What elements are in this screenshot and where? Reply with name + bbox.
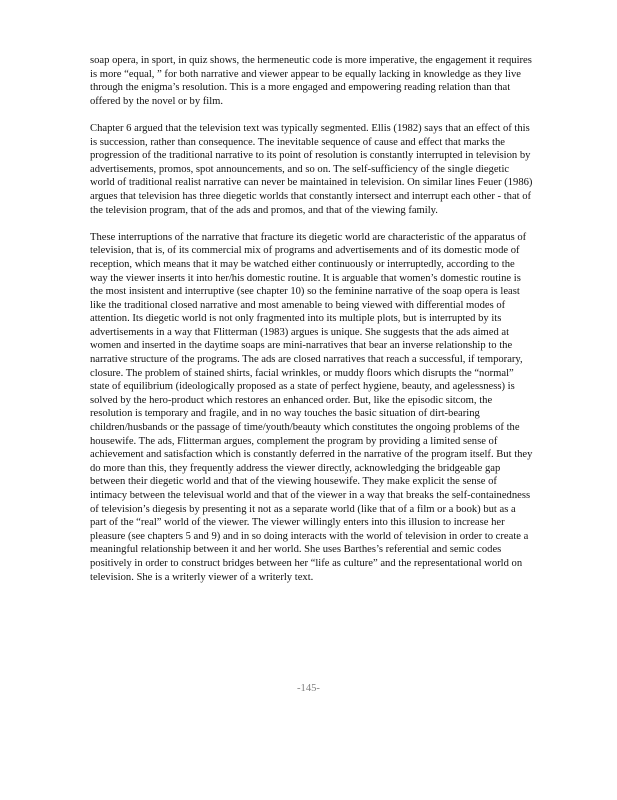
paragraph-3: These interruptions of the narrative that fracture its diegetic world are characteristic of the apparatus of television, that is, of its commercial mix of programs and advertisements and of its domestic mode of reception, which means that it may be watched either continuously or interruptedly, according to the way the viewer inserts it into her/his domestic routine. It is arguable that women’s domestic routine is the most insistent and interruptive (see chapter 10) so the feminine narrative of the soap opera is least like the traditional closed narrative and most amenable to being viewed with differential modes of attention. Its diegetic world is not only fragmented into its multiple plots, but is interrupted by its advertisements in a way that Flitterman (1983) argues is unique. She suggests that the ads aimed at women and inserted in the daytime soaps are mini-narratives that bear an inverse relationship to the narrative structure of the programs. The ads are closed narratives that reach a successful, if temporary, closure. The problem of stained shirts, facial wrinkles, or muddy floors which disrupts the “normal” state of equilibrium (ideologically proposed as a state of perfect hygiene, beauty, and agelessness) is solved by the hero-product which restores an enhanced order. But, like the episodic sitcom, the resolution is temporary and fragile, and in no way touches the basic situation of dirt-bearing children/husbands or the passage of time/youth/beauty which constitutes the ongoing problems of the housewife. The ads, Flitterman argues, complement the program by providing a limited sense of achievement and satisfaction which is constantly deferred in the narrative of the program itself. But they do more than this, they frequently address the viewer directly, acknowledging the bridgeable gap between their diegetic world and that of the viewing housewife. They make explicit the sense of intimacy between the televisual world and that of the viewer in a way that breaks the self-containedness of television’s diegesis by presenting it not as a separate world (like that of a film or a book) but as a part of the “real” world of the viewer. The viewer willingly enters into this illusion to increase her pleasure (see chapters 5 and 9) and in so doing interacts with the world of television in order to create a meaningful relationship between it and her world. She uses Barthes’s referential and semic codes positively in order to construct bridges between her “life as culture” and the representational world on television. She is a writerly viewer of a writerly text. (90, 231, 533, 583)
paragraph-1: soap opera, in sport, in quiz shows, the hermeneutic code is more imperative, the engagement it requires is more “equal, ” for both narrative and viewer appear to be equally lacking in knowledge as they live through the enigma’s resolution. This is a more engaged and empowering reading relation than that offered by the novel or by film. (90, 55, 532, 107)
page-body (90, 54, 534, 598)
paragraph-2: Chapter 6 argued that the television text was typically segmented. Ellis (1982) says that an effect of this is succession, rather than consequence. The inevitable sequence of cause and effect that marks the progression of the traditional narrative to its point of resolution is constantly interrupted in television by advertisements, promos, spot announcements, and so on. The self-sufficiency of the single diegetic world of traditional realist narrative can never be maintained in television. On similar lines Feuer (1986) argues that television has three diegetic worlds that constantly intersect and interrupt each other - that of the television program, that of the ads and promos, and that of the viewing family. (90, 122, 533, 216)
page-number: -145- (297, 683, 320, 694)
